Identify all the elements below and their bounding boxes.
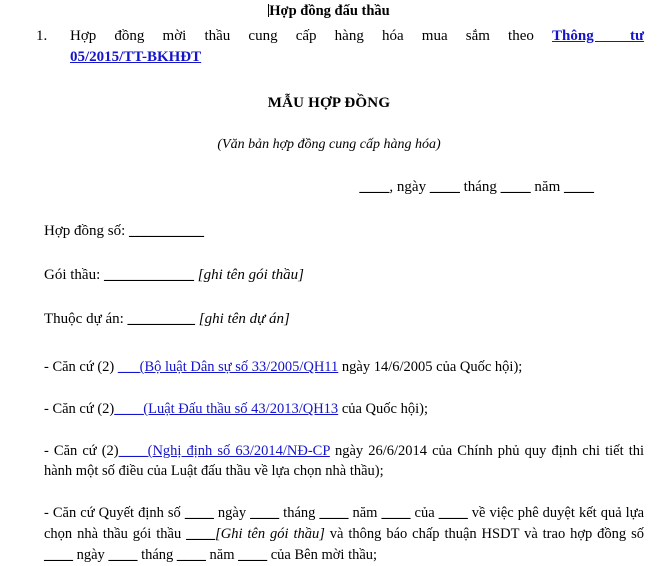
document-page bbox=[0, 2, 658, 563]
final-blank-10: ____ bbox=[238, 547, 268, 563]
final-p1: - Căn cứ Quyết định số bbox=[44, 505, 185, 521]
final-p9: tháng bbox=[137, 547, 177, 563]
final-blank-6: ____ bbox=[186, 526, 216, 542]
page-title bbox=[0, 2, 658, 20]
basis-item-2 bbox=[44, 399, 644, 419]
basis-3-blank: ____ bbox=[118, 443, 148, 459]
final-blank-8: ____ bbox=[108, 547, 138, 563]
form-subtitle: (Văn bản hợp đồng cung cấp hàng hóa) bbox=[217, 137, 441, 152]
month-blank: ____ bbox=[500, 179, 531, 195]
field-package-hint: [ghi tên gói thầu] bbox=[197, 267, 305, 283]
link-thong-tu-05-2015[interactable]: Thông tư bbox=[552, 28, 645, 44]
form-title: MẪU HỢP ĐỒNG bbox=[267, 95, 391, 111]
field-project-label: Thuộc dự án: bbox=[44, 311, 124, 327]
final-blank-2: ____ bbox=[250, 505, 280, 521]
day-blank: ____ bbox=[429, 179, 460, 195]
basis-1-suffix: ngày 14/6/2005 của Quốc hội); bbox=[338, 359, 523, 375]
basis-1-blank: ___ bbox=[117, 359, 140, 375]
month-label: tháng bbox=[463, 179, 497, 195]
date-line bbox=[0, 179, 594, 196]
link-bo-luat-dan-su[interactable]: (Bộ luật Dân sự số 33/2005/QH11 bbox=[139, 359, 339, 375]
link-nghi-dinh-63[interactable]: (Nghị định số 63/2014/NĐ-CP bbox=[147, 443, 330, 459]
final-blank-9: ____ bbox=[176, 547, 206, 563]
basis-2-prefix: - Căn cứ (2) bbox=[44, 401, 115, 417]
field-project-blank: _________ bbox=[127, 311, 196, 327]
field-contract-number-label: Hợp đồng số: bbox=[44, 223, 126, 239]
date-comma: , bbox=[389, 179, 394, 195]
year-blank: ____ bbox=[564, 179, 594, 195]
basis-3-suffix: ngày 26/6/2014 của Chính phủ quy định chi tiết thi hành một số điều của Luật đấu thầu về lựa chọn nhà thầu); bbox=[44, 443, 645, 479]
final-blank-3: ____ bbox=[319, 505, 349, 521]
final-p2: ngày bbox=[213, 505, 251, 521]
final-blank-5: ____ bbox=[438, 505, 468, 521]
final-p3: tháng bbox=[279, 505, 320, 521]
list-item-body bbox=[70, 26, 644, 68]
field-project-hint: [ghi tên dự án] bbox=[198, 311, 290, 327]
final-p10: năm bbox=[205, 547, 239, 563]
basis-2-blank: ____ bbox=[114, 401, 144, 417]
basis-item-3 bbox=[44, 441, 644, 481]
basis-item-1 bbox=[44, 357, 644, 377]
final-p5: của bbox=[410, 505, 439, 521]
list-item-number: 1. bbox=[36, 28, 48, 44]
basis-2-suffix: của Quốc hội); bbox=[338, 401, 428, 417]
final-p7: và thông báo chấp thuận HSDT và trao hợp đồng số bbox=[324, 526, 644, 542]
final-p6: về việc phê duyệt kết quả lựa chọn nhà thầu gói thầu bbox=[44, 505, 645, 542]
field-contract-number bbox=[44, 221, 658, 241]
place-blank: ____ bbox=[359, 179, 390, 195]
final-blank-7: ____ bbox=[44, 547, 73, 563]
basis-item-4 bbox=[44, 503, 644, 566]
basis-3-prefix: - Căn cứ (2) bbox=[44, 443, 119, 459]
final-p11: của Bên mời thầu; bbox=[267, 547, 378, 563]
numbered-list-item bbox=[0, 26, 658, 68]
final-p4: năm bbox=[348, 505, 382, 521]
basis-1-prefix: - Căn cứ (2) bbox=[44, 359, 118, 375]
link-luat-dau-thau[interactable]: (Luật Đấu thầu số 43/2013/QH13 bbox=[143, 401, 339, 417]
day-label: ngày bbox=[396, 179, 427, 195]
list-item-text: Hợp đồng mời thầu cung cấp hàng hóa mua sắm theo bbox=[70, 28, 534, 44]
year-label: năm bbox=[534, 179, 561, 195]
field-project bbox=[44, 309, 658, 329]
field-contract-number-blank: __________ bbox=[129, 223, 205, 239]
final-blank-1: ____ bbox=[184, 505, 214, 521]
final-p8: ngày bbox=[73, 547, 109, 563]
final-blank-4: ____ bbox=[381, 505, 411, 521]
page-title-text: Hợp đồng đấu thầu bbox=[269, 3, 390, 19]
link-thong-tu-05-2015-cont[interactable]: 05/2015/TT-BKHĐT bbox=[70, 49, 202, 65]
field-package bbox=[44, 265, 658, 285]
final-hint: [Ghi tên gói thầu] bbox=[215, 526, 325, 542]
field-package-label: Gói thầu: bbox=[44, 267, 101, 283]
field-package-blank: ____________ bbox=[104, 267, 194, 283]
